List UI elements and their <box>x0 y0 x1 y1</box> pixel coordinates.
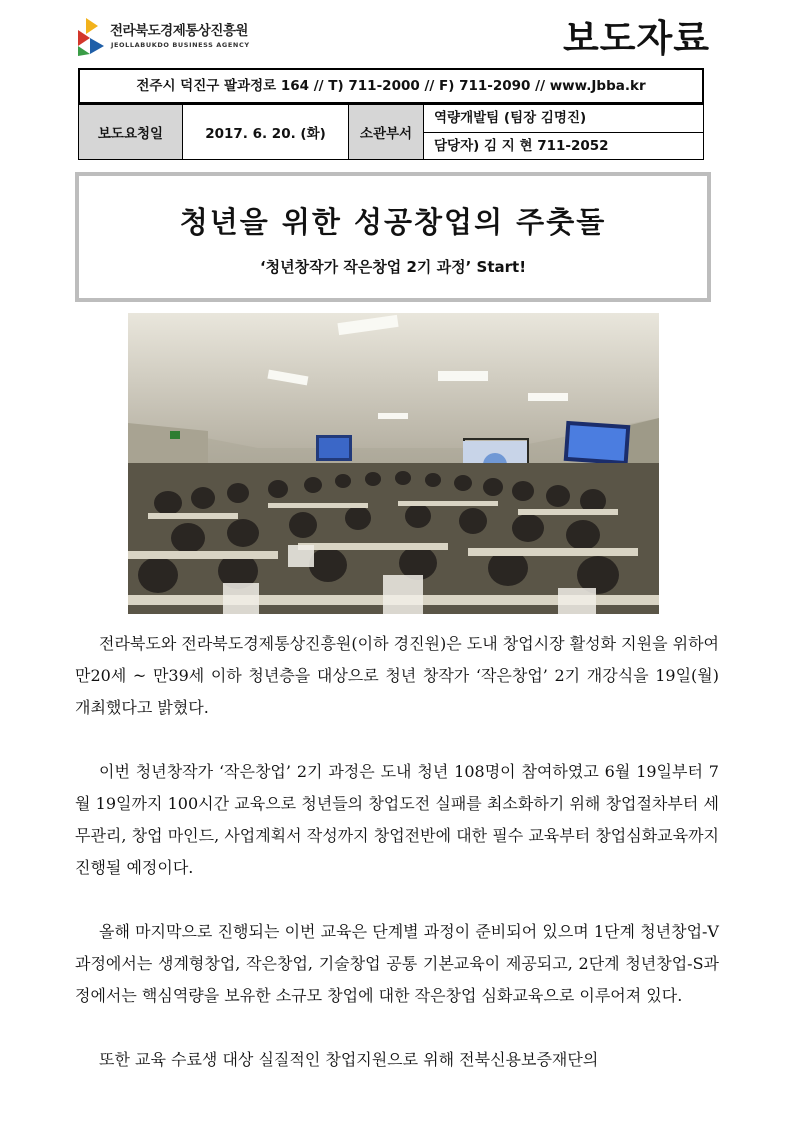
seminar-photo <box>128 313 659 614</box>
paragraph: 또한 교육 수료생 대상 실질적인 창업지원으로 위해 전북신용보증재단의 <box>99 1050 599 1069</box>
dept-contact: 담당자) 김 지 현 711-2052 <box>424 132 704 160</box>
seminar-photo-image <box>128 313 659 614</box>
release-info-table <box>78 104 704 160</box>
paragraph: 올해 마지막으로 진행되는 이번 교육은 단계별 과정이 준비되어 있으며 1단계 청년창업-V과정에서는 생계형창업, 작은창업, 기술창업 공통 기본교육이 제공되고, 2단계 청년창업-S과정에서는 핵심역량을 보유한 소규모 창업에 대한 작은창업 심화교육으로 이루어져 있다. <box>75 922 719 1005</box>
request-date-label: 보도요청일 <box>79 105 183 160</box>
paragraph: 전라북도와 전라북도경제통상진흥원(이하 경진원)은 도내 창업시장 활성화 지원을 위하여 만20세 ~ 만39세 이하 청년층을 대상으로 청년 창작가 ‘작은창업’ 2기 개강식을 19일(월) 개최했다고 밝혔다. <box>75 634 719 717</box>
article-body <box>75 628 719 1108</box>
org-logo <box>76 14 286 60</box>
dept-team: 역량개발팀 (팀장 김명진) <box>424 105 704 133</box>
press-release-title: 보도자료 <box>563 17 710 60</box>
dept-label: 소관부서 <box>349 105 424 160</box>
headline-subtitle: ‘청년창작가 작은창업 2기 과정’ Start! <box>259 258 527 276</box>
org-name: 전라북도경제통상진흥원 <box>110 23 248 39</box>
org-name-en: JEOLLABUKDO BUSINESS AGENCY <box>111 41 250 49</box>
headline-box <box>75 172 711 302</box>
headline-title: 청년을 위한 성공창업의 주춧돌 <box>179 205 607 239</box>
paragraph: 이번 청년창작가 ‘작은창업’ 2기 과정은 도내 청년 108명이 참여하였고 6월 19일부터 7월 19일까지 100시간 교육으로 청년들의 창업도전 실패를 최소화하기 위해 창업절차부터 세무관리, 창업 마인드, 사업계획서 작성까지 창업전반에 대한 필수 교육부터 창업심화교육까지 진행될 예정이다. <box>75 762 719 877</box>
request-date: 2017. 6. 20. (화) <box>183 105 349 160</box>
org-logo-icon <box>76 16 106 56</box>
contact-address: 전주시 덕진구 팔과정로 164 // T) 711-2000 // F) 711-2090 // www.Jbba.kr <box>78 68 704 104</box>
